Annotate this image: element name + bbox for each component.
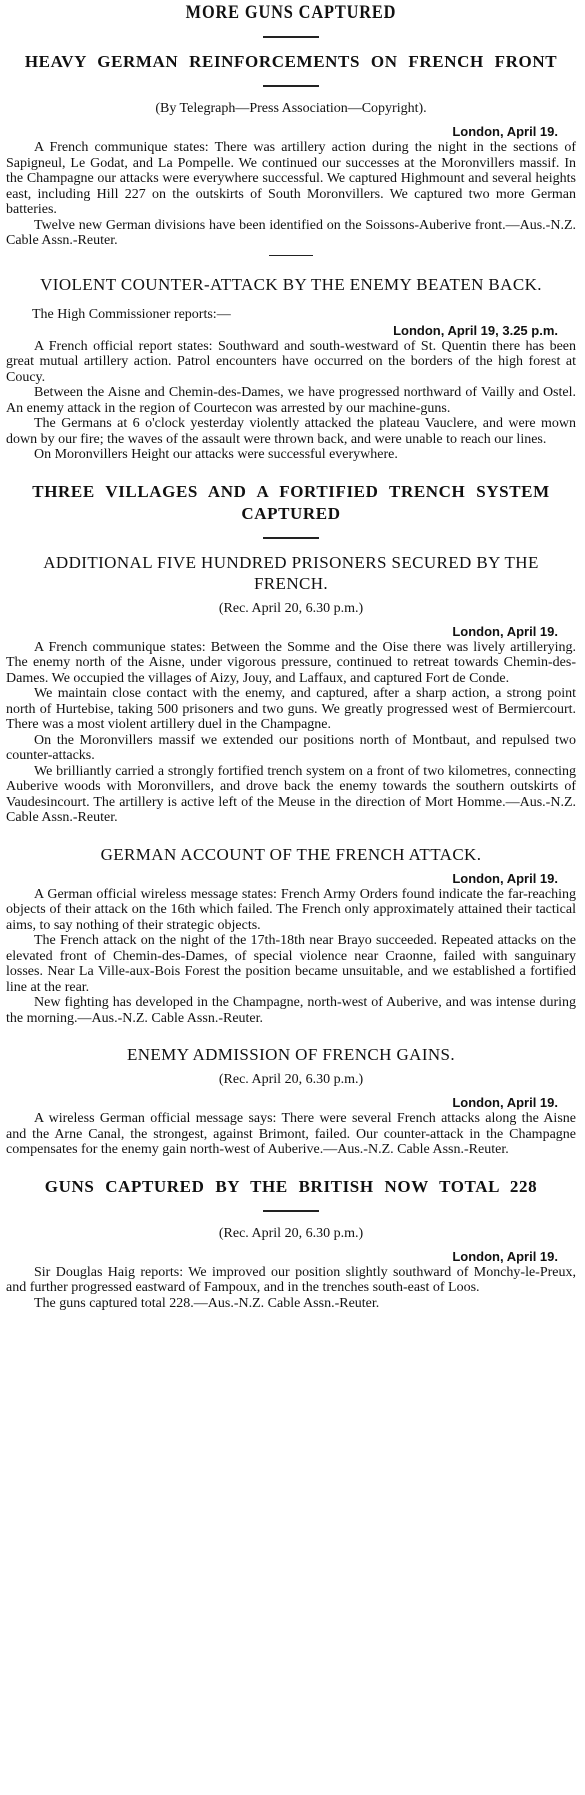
- article-heading: ADDITIONAL FIVE HUNDRED PRISONERS SECURED BY THE FRENCH.: [43, 552, 539, 593]
- received-time: (Rec. April 20, 6.30 p.m.): [218, 1072, 364, 1087]
- divider-rule: [263, 36, 319, 38]
- dateline: London, April 19.: [452, 1095, 558, 1110]
- paragraph: The French attack on the night of the 17th-18th near Brayo succeeded. Repeated attacks on the elevated front of Chemin-des-Dames, of special violence near Craonne, failed with sanguinary losses. Near La Ville-aux-Bois Forest the position became unsuitable, and we established a fortified line at the rear.: [6, 933, 576, 995]
- paragraph: A German official wireless message states: French Army Orders found indicate the far-reaching objects of their attack on the 16th which failed. The French only approximately attained their tactical aims, to say nothing of their strategic objects.: [6, 886, 576, 933]
- divider-rule: [263, 537, 319, 539]
- paragraph: We maintain close contact with the enemy, and captured, after a sharp action, a strong point north of Hurtebise, taking 500 prisoners and two guns. We greatly progressed west of Bermiercourt. There was a most violent artillery duel in the Champagne.: [6, 686, 576, 732]
- dateline: London, April 19.: [452, 623, 558, 639]
- article-heavy-german-reinforcements: [6, 51, 576, 256]
- dateline: London, April 19.: [452, 870, 558, 886]
- article-violent-counter-attack: [6, 274, 576, 463]
- article-heading: THREE VILLAGES AND A FORTIFIED TRENCH SYSTEM CAPTURED: [32, 481, 550, 523]
- paragraph: Between the Aisne and Chemin-des-Dames, we have progressed northward of Vailly and Ostel. An enemy attack in the region of Courtecon was arrested by our machine-guns.: [6, 385, 576, 416]
- article-guns-captured-british: [6, 1176, 576, 1312]
- article-heading: HEAVY GERMAN REINFORCEMENTS ON FRENCH FRONT: [24, 52, 558, 71]
- received-time: (Rec. April 20, 6.30 p.m.): [218, 600, 364, 616]
- article-additional-prisoners: [6, 552, 576, 826]
- dateline: London, April 19, 3.25 p.m.: [393, 322, 558, 338]
- paragraph: On Moronvillers Height our attacks were successful everywhere.: [34, 447, 398, 462]
- article-heading: VIOLENT COUNTER-ATTACK BY THE ENEMY BEATEN BACK.: [40, 274, 542, 294]
- paragraph: On the Moronvillers massif we extended our positions north of Montbaut, and repulsed two counter-attacks.: [6, 732, 576, 763]
- dateline: London, April 19.: [452, 124, 558, 139]
- article-heading: GERMAN ACCOUNT OF THE FRENCH ATTACK.: [100, 844, 482, 864]
- paragraph: The guns captured total 228.—Aus.-N.Z. Cable Assn.-Reuter.: [34, 1295, 380, 1311]
- article-three-villages-captured: [6, 481, 576, 539]
- article-heading: ENEMY ADMISSION OF FRENCH GAINS.: [126, 1045, 456, 1064]
- paragraph: Sir Douglas Haig reports: We improved our position slightly southward of Monchy-le-Preux, and further progressed eastward of Fampoux, and in the trenches south-east of Loos.: [6, 1264, 576, 1295]
- received-time: (Rec. April 20, 6.30 p.m.): [218, 1225, 364, 1241]
- dateline: London, April 19.: [452, 1248, 558, 1264]
- intro-line: The High Commissioner reports:—: [32, 306, 231, 322]
- article-enemy-admission: [6, 1044, 576, 1158]
- paragraph: A French communique states: There was artillery action during the night in the sections of Sapigneul, Le Godat, and La Pompelle. We continued our successes at the Moronvillers massif. In the Champagne our attacks were everywhere successful. We captured Highmount and several heights east, including Hill 227 on the outskirts of South Moronvillers. We captured two more German batteries.: [6, 140, 576, 217]
- masthead: MORE GUNS CAPTURED: [185, 2, 397, 23]
- paragraph: We brilliantly carried a strongly fortified trench system on a front of two kilometres, connecting Auberive woods with Moronvillers, and drove back the enemy towards the southern outskirts of Vaudesincourt. The artillery is active left of the Meuse in the direction of Mort Homme.—Aus.-N.Z. Cable Assn.-Reuter.: [6, 763, 576, 825]
- paragraph: New fighting has developed in the Champagne, north-west of Auberive, and was intense during the morning.—Aus.-N.Z. Cable Assn.-Reuter.: [6, 995, 576, 1026]
- paragraph: A French official report states: Southward and south-westward of St. Quentin there has been great mutual artillery action. Patrol encounters have occurred on the borders of the high forest at Coucy.: [6, 338, 576, 385]
- paragraph: A French communique states: Between the Somme and the Oise there was lively artillerying. The enemy north of the Aisne, under vigorous pressure, continued to retreat towards Chemin-des-Dames. We occupied the villages of Aizy, Jouy, and Laffaux, and captured Fort de Conde.: [6, 639, 576, 686]
- paragraph: The Germans at 6 o'clock yesterday violently attacked the plateau Vauclere, and were mown down by our fire; the waves of the assault were thrown back, and were unable to reach our lines.: [6, 416, 576, 447]
- wire-credit: (By Telegraph—Press Association—Copyright).: [155, 101, 427, 116]
- divider-rule: [269, 255, 313, 256]
- article-german-account: [6, 844, 576, 1027]
- paragraph: Twelve new German divisions have been identified on the Soissons-Auberive front.—Aus.-N.Z. Cable Assn.-Reuter.: [6, 217, 576, 248]
- divider-rule: [263, 85, 319, 87]
- divider-rule: [263, 1210, 319, 1212]
- article-heading: GUNS CAPTURED BY THE BRITISH NOW TOTAL 228: [44, 1176, 538, 1196]
- paragraph: A wireless German official message says: There were several French attacks along the Aisne and the Arne Canal, the strongest, against Brimont, failed. Our counter-attack in the Champagne compensates for the enemy gain north-west of Auberive.—Aus.-N.Z. Cable Assn.-Reuter.: [6, 1111, 576, 1157]
